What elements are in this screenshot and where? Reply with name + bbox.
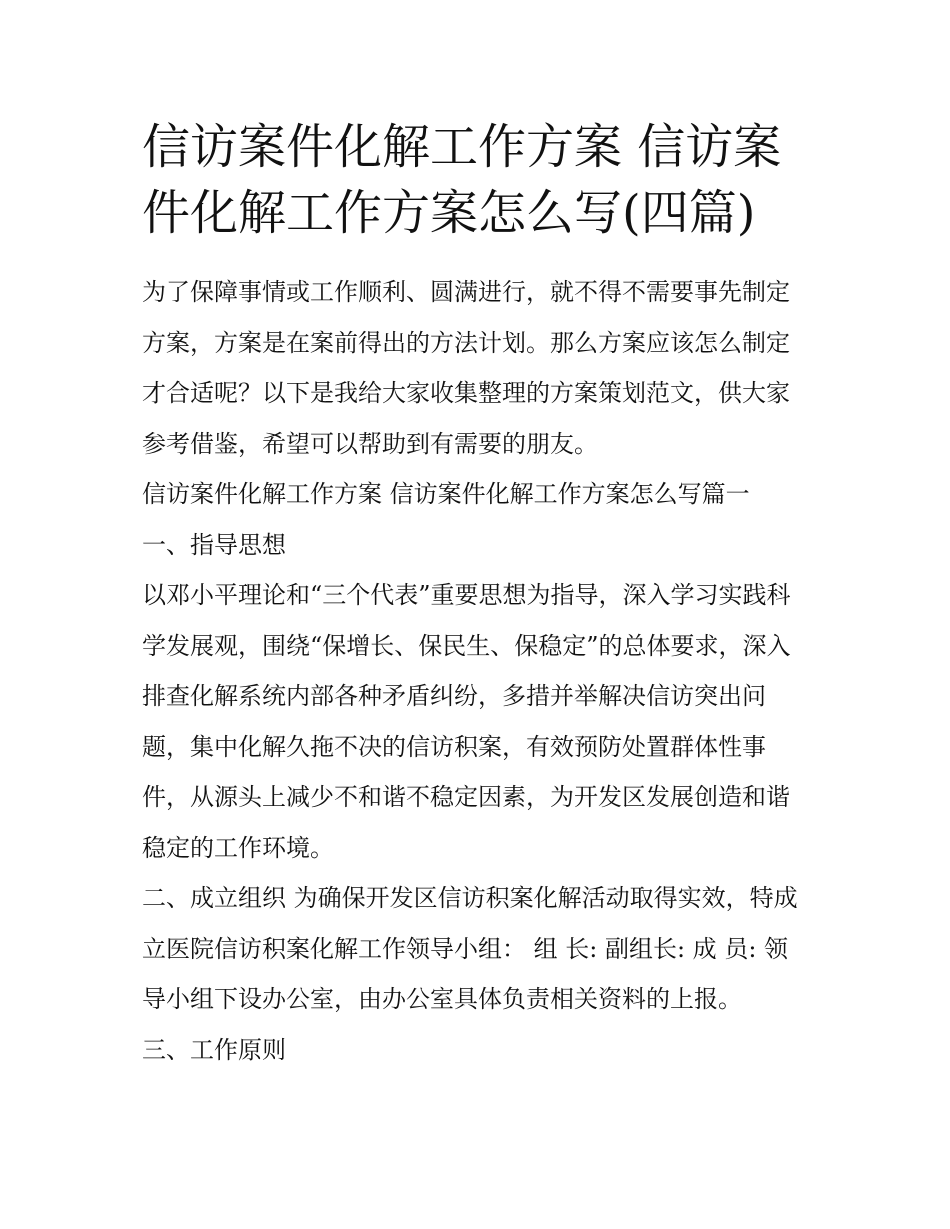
guiding-thought-heading-text: 一、指导思想 — [142, 530, 286, 559]
section-heading-part-one — [142, 469, 812, 520]
section-heading-guiding-thought — [142, 520, 812, 571]
section-heading-principles — [142, 1025, 812, 1076]
organization-text: 二、成立组织 为确保开发区信访积案化解活动取得实效，特成立医院信访积案化解工作领导小组： 组 长: 副组长: 成 员: 领导小组下设办公室，由办公室具体负责相关资料的上报。 — [142, 884, 798, 1013]
document-title: 信访案件化解工作方案 信访案件化解工作方案怎么写(四篇) — [142, 119, 782, 241]
guiding-thought-text: 以邓小平理论和“三个代表”重要思想为指导，深入学习实践科学发展观，围绕“保增长、保民生、保稳定”的总体要求，深入排查化解系统内部各种矛盾纠纷，多措并举解决信访突出问题，集中化解久拖不决的信访积案，有效预防处置群体性事件，从源头上减少不和谐不稳定因素，为开发区发展创造和谐稳定的工作环境。 — [142, 581, 791, 862]
part-one-heading-text: 信访案件化解工作方案 信访案件化解工作方案怎么写篇一 — [142, 480, 750, 508]
principles-heading-text: 三、工作原则 — [142, 1035, 286, 1064]
organization-paragraph — [142, 873, 812, 1025]
guiding-thought-paragraph — [142, 570, 812, 873]
intro-paragraph — [142, 267, 812, 469]
intro-text: 为了保障事情或工作顺利、圆满进行，就不得不需要事先制定方案，方案是在案前得出的方法计划。那么方案应该怎么制定才合适呢？以下是我给大家收集整理的方案策划范文，供大家参考借鉴，希望可以帮助到有需要的朋友。 — [142, 278, 790, 458]
document-body — [142, 114, 812, 1075]
